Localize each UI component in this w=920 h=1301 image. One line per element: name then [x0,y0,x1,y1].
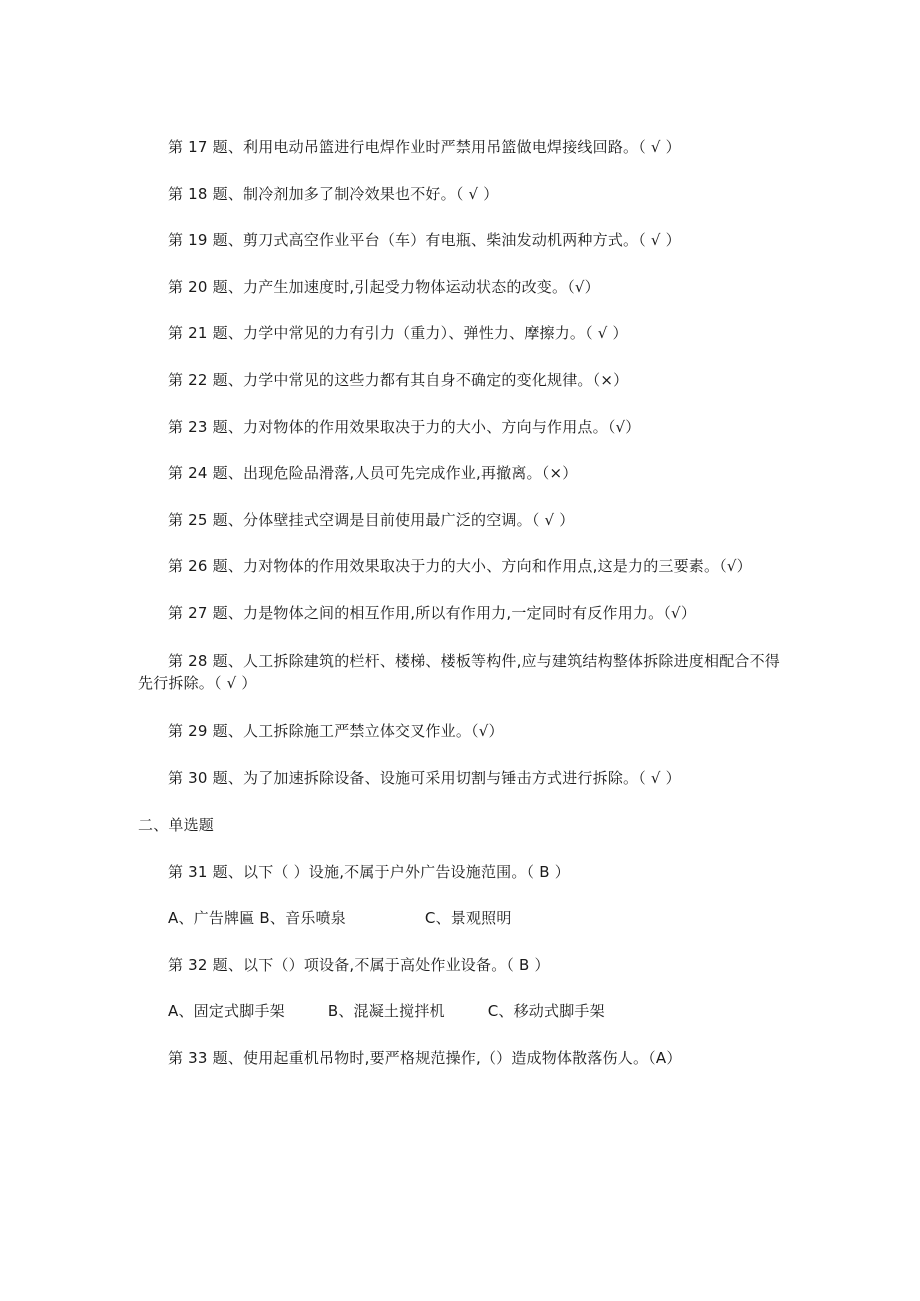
question-32-option-a: A、固定式脚手架 [168,1002,285,1020]
question-32: 第 32 题、以下（）项设备,不属于高处作业设备。（ B ） [168,956,550,974]
question-28-line-1: 第 28 题、人工拆除建筑的栏杆、楼梯、楼板等构件,应与建筑结构整体拆除进度相配合不得 [168,652,780,670]
question-28 [138,650,778,694]
section-title: 二、单选题 [138,816,215,834]
question-23: 第 23 题、力对物体的作用效果取决于力的大小、方向与作用点。（√） [168,418,641,436]
question-27: 第 27 题、力是物体之间的相互作用,所以有作用力,一定同时有反作用力。（√） [168,604,697,622]
question-30: 第 30 题、为了加速拆除设备、设施可采用切割与锤击方式进行拆除。（ √ ） [168,769,681,787]
question-31-option-ab: A、广告牌匾 B、音乐喷泉 [168,909,346,927]
question-19: 第 19 题、剪刀式高空作业平台（车）有电瓶、柴油发动机两种方式。（ √ ） [168,231,681,249]
question-24: 第 24 题、出现危险品滑落,人员可先完成作业,再撤离。（×） [168,464,578,482]
question-21: 第 21 题、力学中常见的力有引力（重力）、弹性力、摩擦力。（ √ ） [168,324,628,342]
question-32-option-c: C、移动式脚手架 [487,1002,605,1020]
question-17: 第 17 题、利用电动吊篮进行电焊作业时严禁用吊篮做电焊接线回路。（ √ ） [168,138,681,156]
question-32-option-b: B、混凝土搅拌机 [327,1002,445,1020]
question-28-line-2: 先行拆除。（ √ ） [138,674,257,692]
question-25: 第 25 题、分体壁挂式空调是目前使用最广泛的空调。（ √ ） [168,511,575,529]
question-29: 第 29 题、人工拆除施工严禁立体交叉作业。（√） [168,722,504,740]
question-31-option-c: C、景观照明 [424,909,512,927]
question-33: 第 33 题、使用起重机吊物时,要严格规范操作,（）造成物体散落伤人。（A） [168,1049,682,1067]
question-26: 第 26 题、力对物体的作用效果取决于力的大小、方向和作用点,这是力的三要素。（√） [168,557,752,575]
question-31-options [168,907,512,929]
question-31: 第 31 题、以下（ ）设施,不属于户外广告设施范围。（ B ） [168,863,570,881]
question-20: 第 20 题、力产生加速度时,引起受力物体运动状态的改变。（√） [168,278,600,296]
question-18: 第 18 题、制冷剂加多了制冷效果也不好。（ √ ） [168,185,499,203]
question-22: 第 22 题、力学中常见的这些力都有其自身不确定的变化规律。（×） [168,371,629,389]
question-32-options [168,1000,605,1022]
